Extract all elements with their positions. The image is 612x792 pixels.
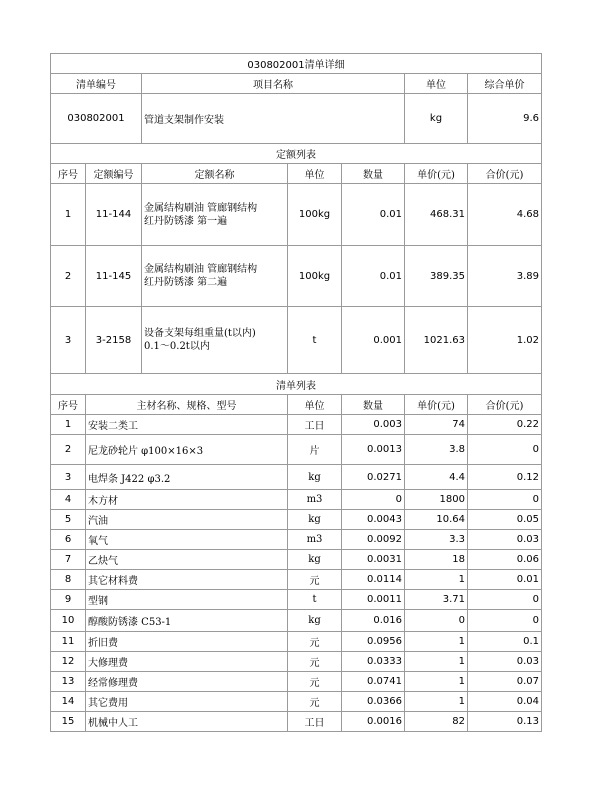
material-total: 0.1 <box>468 632 542 652</box>
material-name: 经常修理费 <box>86 672 288 692</box>
material-name: 电焊条 J422 φ3.2 <box>86 465 288 490</box>
item-header-row <box>51 74 542 94</box>
material-name: 氧气 <box>86 530 288 550</box>
quota-name-line1: 设备支架每组重量(t以内) <box>144 328 256 339</box>
materials-section-row <box>51 374 542 395</box>
quota-col-unit: 单位 <box>288 164 342 184</box>
quota-qty: 0.01 <box>342 246 405 307</box>
material-total: 0.22 <box>468 415 542 435</box>
material-no: 5 <box>51 510 86 530</box>
material-no: 3 <box>51 465 86 490</box>
material-total: 0.03 <box>468 652 542 672</box>
quota-unit-price: 468.31 <box>405 184 468 246</box>
material-qty: 0.0956 <box>342 632 405 652</box>
quota-row <box>51 246 542 307</box>
material-unit-price: 1 <box>405 652 468 672</box>
materials-header-row <box>51 395 542 415</box>
quota-code: 3-2158 <box>86 307 142 374</box>
material-name: 汽油 <box>86 510 288 530</box>
material-no: 2 <box>51 435 86 465</box>
material-row <box>51 435 542 465</box>
name-header: 项目名称 <box>142 74 405 94</box>
material-no: 13 <box>51 672 86 692</box>
material-no: 12 <box>51 652 86 672</box>
material-unit-price: 82 <box>405 712 468 732</box>
quota-section-title: 定额列表 <box>51 144 542 164</box>
material-qty: 0.0333 <box>342 652 405 672</box>
quota-no: 3 <box>51 307 86 374</box>
material-row <box>51 570 542 590</box>
material-unit-price: 1 <box>405 570 468 590</box>
price-header: 综合单价 <box>468 74 542 94</box>
material-name: 其它材料费 <box>86 570 288 590</box>
unit-header: 单位 <box>405 74 468 94</box>
material-unit: 元 <box>288 570 342 590</box>
quota-row <box>51 184 542 246</box>
materials-col-name: 主材名称、规格、型号 <box>86 395 288 415</box>
material-unit: 元 <box>288 672 342 692</box>
quota-total: 1.02 <box>468 307 542 374</box>
material-total: 0.04 <box>468 692 542 712</box>
material-qty: 0.0013 <box>342 435 405 465</box>
material-row <box>51 590 542 610</box>
quota-header-row <box>51 164 542 184</box>
material-total: 0.12 <box>468 465 542 490</box>
quota-name <box>142 246 288 307</box>
quota-name-line2: 0.1～0.2t以内 <box>144 341 210 352</box>
material-row <box>51 652 542 672</box>
item-unit: kg <box>405 94 468 144</box>
quota-name <box>142 184 288 246</box>
material-unit: 元 <box>288 652 342 672</box>
quota-section-row <box>51 144 542 164</box>
material-unit: t <box>288 590 342 610</box>
material-name: 机械中人工 <box>86 712 288 732</box>
material-unit-price: 74 <box>405 415 468 435</box>
material-no: 10 <box>51 610 86 632</box>
material-qty: 0.0092 <box>342 530 405 550</box>
bill-detail-table <box>50 53 542 732</box>
item-price: 9.6 <box>468 94 542 144</box>
quota-total: 3.89 <box>468 246 542 307</box>
material-no: 6 <box>51 530 86 550</box>
item-row <box>51 94 542 144</box>
material-unit: 元 <box>288 632 342 652</box>
material-name: 其它费用 <box>86 692 288 712</box>
material-unit-price: 18 <box>405 550 468 570</box>
material-row <box>51 610 542 632</box>
material-row <box>51 632 542 652</box>
material-name: 尼龙砂轮片 φ100×16×3 <box>86 435 288 465</box>
quota-col-qty: 数量 <box>342 164 405 184</box>
material-total: 0 <box>468 435 542 465</box>
quota-name-line1: 金属结构刷油 管廊钢结构 <box>144 202 258 214</box>
materials-col-no: 序号 <box>51 395 86 415</box>
title-row <box>51 54 542 74</box>
material-row <box>51 712 542 732</box>
material-no: 8 <box>51 570 86 590</box>
material-qty: 0.0114 <box>342 570 405 590</box>
quota-unit: 100kg <box>288 184 342 246</box>
material-name: 大修理费 <box>86 652 288 672</box>
material-unit-price: 3.71 <box>405 590 468 610</box>
quota-unit: 100kg <box>288 246 342 307</box>
material-unit: kg <box>288 465 342 490</box>
material-unit: 片 <box>288 435 342 465</box>
material-qty: 0.0011 <box>342 590 405 610</box>
material-row <box>51 490 542 510</box>
material-total: 0.03 <box>468 530 542 550</box>
item-code: 030802001 <box>51 94 142 144</box>
material-name: 型钢 <box>86 590 288 610</box>
quota-qty: 0.001 <box>342 307 405 374</box>
material-total: 0.05 <box>468 510 542 530</box>
quota-qty: 0.01 <box>342 184 405 246</box>
material-no: 1 <box>51 415 86 435</box>
material-unit: kg <box>288 550 342 570</box>
material-row <box>51 550 542 570</box>
material-total: 0.01 <box>468 570 542 590</box>
code-header: 清单编号 <box>51 74 142 94</box>
quota-name <box>142 307 288 374</box>
quota-name-line2: 红丹防锈漆 第二遍 <box>144 277 228 288</box>
material-qty: 0.0366 <box>342 692 405 712</box>
material-unit-price: 0 <box>405 610 468 632</box>
material-qty: 0.0741 <box>342 672 405 692</box>
page-title: 030802001清单详细 <box>51 54 542 74</box>
quota-no: 1 <box>51 184 86 246</box>
materials-col-qty: 数量 <box>342 395 405 415</box>
material-unit-price: 1 <box>405 632 468 652</box>
material-total: 0.13 <box>468 712 542 732</box>
material-name: 醇酸防锈漆 C53-1 <box>86 610 288 632</box>
material-name: 木方材 <box>86 490 288 510</box>
material-row <box>51 415 542 435</box>
material-unit: 工日 <box>288 712 342 732</box>
materials-section-title: 清单列表 <box>51 374 542 395</box>
material-row <box>51 692 542 712</box>
quota-col-no: 序号 <box>51 164 86 184</box>
material-qty: 0.0031 <box>342 550 405 570</box>
material-qty: 0 <box>342 490 405 510</box>
quota-unit: t <box>288 307 342 374</box>
quota-unit-price: 1021.63 <box>405 307 468 374</box>
material-no: 15 <box>51 712 86 732</box>
material-total: 0.06 <box>468 550 542 570</box>
material-no: 11 <box>51 632 86 652</box>
material-unit: m3 <box>288 530 342 550</box>
quota-unit-price: 389.35 <box>405 246 468 307</box>
quota-row <box>51 307 542 374</box>
material-row <box>51 510 542 530</box>
material-total: 0 <box>468 610 542 632</box>
quota-col-total: 合价(元) <box>468 164 542 184</box>
material-total: 0 <box>468 490 542 510</box>
material-unit: kg <box>288 510 342 530</box>
material-name: 折旧费 <box>86 632 288 652</box>
material-no: 4 <box>51 490 86 510</box>
material-qty: 0.0043 <box>342 510 405 530</box>
quota-name-line2: 红丹防锈漆 第一遍 <box>144 215 228 227</box>
material-unit: kg <box>288 610 342 632</box>
material-name: 安装二类工 <box>86 415 288 435</box>
material-unit-price: 1 <box>405 692 468 712</box>
material-row <box>51 530 542 550</box>
quota-name-line1: 金属结构刷油 管廊钢结构 <box>144 264 258 275</box>
material-unit: m3 <box>288 490 342 510</box>
material-unit-price: 4.4 <box>405 465 468 490</box>
material-unit: 工日 <box>288 415 342 435</box>
materials-col-unit-price: 单价(元) <box>405 395 468 415</box>
material-unit-price: 3.3 <box>405 530 468 550</box>
material-no: 9 <box>51 590 86 610</box>
quota-col-name: 定额名称 <box>142 164 288 184</box>
material-total: 0.07 <box>468 672 542 692</box>
material-qty: 0.0016 <box>342 712 405 732</box>
quota-no: 2 <box>51 246 86 307</box>
quota-col-unit-price: 单价(元) <box>405 164 468 184</box>
material-qty: 0.003 <box>342 415 405 435</box>
quota-col-code: 定额编号 <box>86 164 142 184</box>
material-qty: 0.016 <box>342 610 405 632</box>
material-unit: 元 <box>288 692 342 712</box>
material-row <box>51 465 542 490</box>
item-name: 管道支架制作安装 <box>142 94 405 144</box>
material-name: 乙炔气 <box>86 550 288 570</box>
material-no: 14 <box>51 692 86 712</box>
material-qty: 0.0271 <box>342 465 405 490</box>
quota-code: 11-145 <box>86 246 142 307</box>
quota-code: 11-144 <box>86 184 142 246</box>
material-total: 0 <box>468 590 542 610</box>
materials-col-unit: 单位 <box>288 395 342 415</box>
material-unit-price: 1 <box>405 672 468 692</box>
material-unit-price: 1800 <box>405 490 468 510</box>
material-row <box>51 672 542 692</box>
materials-col-total: 合价(元) <box>468 395 542 415</box>
material-no: 7 <box>51 550 86 570</box>
material-unit-price: 10.64 <box>405 510 468 530</box>
material-unit-price: 3.8 <box>405 435 468 465</box>
quota-total: 4.68 <box>468 184 542 246</box>
